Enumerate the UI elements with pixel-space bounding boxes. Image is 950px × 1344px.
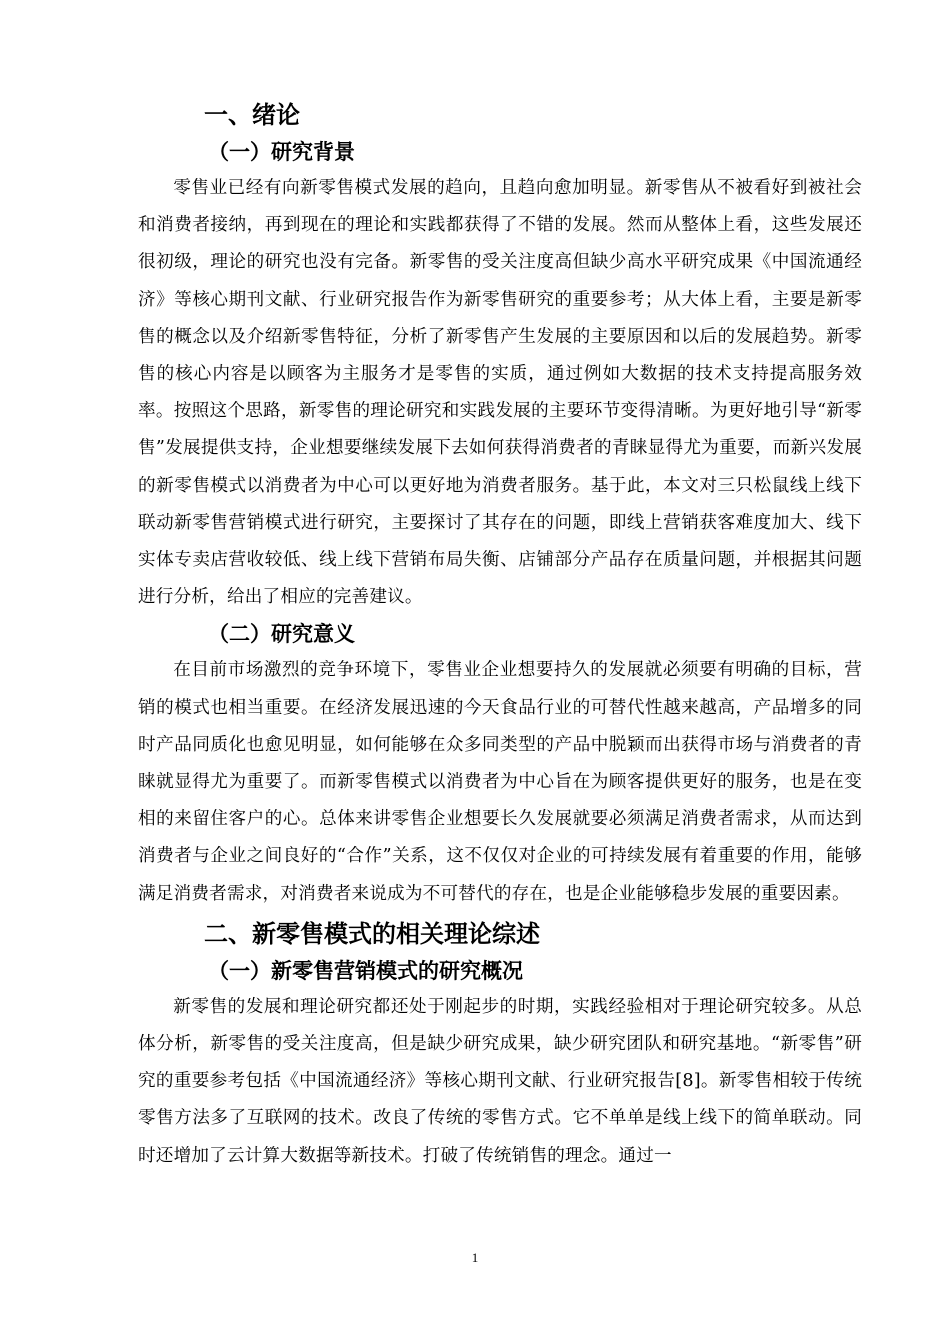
subsection-heading-significance: （二）研究意义 xyxy=(208,622,355,647)
page-content xyxy=(138,96,862,1175)
section-heading-theory-review: 二、新零售模式的相关理论综述 xyxy=(204,919,540,948)
subsection-heading-research-overview: （一）新零售营销模式的研究概况 xyxy=(208,958,523,983)
page-number: 1 xyxy=(471,1250,479,1265)
subsection-heading-background: （一）研究背景 xyxy=(208,140,355,164)
section-heading-introduction: 一、绪论 xyxy=(204,101,300,129)
paragraph-significance: 在目前市场激烈的竞争环境下，零售业企业想要持久的发展就必须要有明确的目标，营销的模式也相当重要。在经济发展迅速的今天食品行业的可替代性越来越高，产品增多的同时产品同质化也愈见明显，如何能够在众多同类型的产品中脱颖而出获得市场与消费者的青睐就显得尤为重要了。而新零售模式以消费者为中心旨在为顾客提供更好的服务，也是在变相的来留住客户的心。总体来讲零售企业想要长久发展就要必须满足消费者需求，从而达到消费者与企业之间良好的“合作”关系，这不仅仅对企业的可持续发展有着重要的作用，能够满足消费者需求，对消费者来说成为不可替代的存在，也是企业能够稳步发展的重要因素。 xyxy=(138,660,862,904)
paragraph-research-overview: 新零售的发展和理论研究都还处于刚起步的时期，实践经验相对于理论研究较多。从总体分析，新零售的受关注度高，但是缺少研究成果，缺少研究团队和研究基地。“新零售”研究的重要参考包括《中国流通经济》等核心期刊文献、行业研究报告[8]。新零售相较于传统零售方法多了互联网的技术。改良了传统的零售方式。它不单单是线上线下的简单联动。同时还增加了云计算大数据等新技术。打破了传统销售的理念。通过一 xyxy=(138,996,862,1166)
paragraph-background: 零售业已经有向新零售模式发展的趋向，且趋向愈加明显。新零售从不被看好到被社会和消费者接纳，再到现在的理论和实践都获得了不错的发展。然而从整体上看，这些发展还很初级，理论的研究也没有完备。新零售的受关注度高但缺少高水平研究成果《中国流通经济》等核心期刊文献、行业研究报告作为新零售研究的重要参考；从大体上看，主要是新零售的概念以及介绍新零售特征，分析了新零售产生发展的主要原因和以后的发展趋势。新零售的核心内容是以顾客为主服务才是零售的实质，通过例如大数据的技术支持提高服务效率。按照这个思路，新零售的理论研究和实践发展的主要环节变得清晰。为更好地引导“新零售”发展提供支持，企业想要继续发展下去如何获得消费者的青睐显得尤为重要，而新兴发展的新零售模式以消费者为中心可以更好地为消费者服务。基于此，本文对三只松鼠线上线下联动新零售营销模式进行研究，主要探讨了其存在的问题，即线上营销获客难度加大、线下实体专卖店营收较低、线上线下营销布局失衡、店铺部分产品存在质量问题，并根据其问题进行分析，给出了相应的完善建议。 xyxy=(138,178,862,608)
